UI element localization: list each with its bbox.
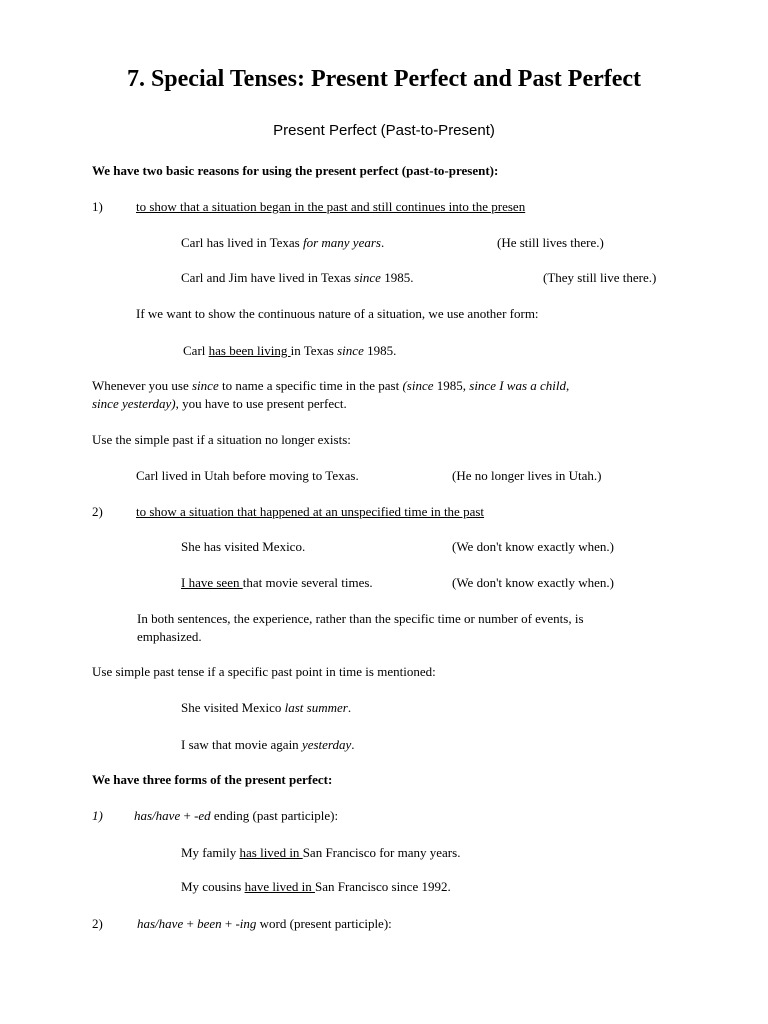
reason1-text: to show that a situation began in the past and still continues into the presen — [136, 199, 526, 214]
form2-b: + — [183, 916, 198, 931]
example-1-c: . — [380, 235, 385, 250]
both-note-line2: emphasized. — [137, 629, 202, 644]
example-6-a: I have seen — [181, 575, 243, 590]
example-2-note: (They still live there.) — [543, 270, 657, 285]
example-5: She has visited Mexico. — [181, 539, 306, 554]
example-3-b: has been living — [208, 343, 291, 358]
since-rule-line1 — [92, 377, 569, 394]
form1-b: + — [180, 808, 195, 823]
example-3-c: in Texas — [290, 343, 338, 358]
continuous-note: If we want to show the continuous nature of a situation, we use another form: — [136, 306, 539, 321]
since-rule-l2a: since yesterday) — [92, 396, 176, 411]
example-8 — [181, 736, 355, 753]
example-6-note: (We don't know exactly when.) — [452, 575, 614, 590]
since-rule-l1c: to name a specific time in the past — [218, 378, 403, 393]
example-2 — [181, 269, 413, 286]
example-1-a: Carl has lived in Texas — [181, 235, 303, 250]
example-7-b: last summer — [284, 700, 348, 715]
reason2-text: to show a situation that happened at an unspecified time in the past — [136, 504, 485, 519]
example-8-a: I saw that movie again — [181, 737, 302, 752]
example-7-a: She visited Mexico — [181, 700, 285, 715]
both-note-line1: In both sentences, the experience, rather than the specific time or number of events, is — [137, 611, 584, 626]
example-2-c: 1985. — [380, 270, 414, 285]
form2-number: 2) — [92, 916, 103, 931]
specific-note: Use simple past tense if a specific past point in time is mentioned: — [92, 664, 436, 679]
since-rule-l1f: since I was a child — [469, 378, 567, 393]
example-1 — [181, 234, 384, 251]
simple-past-note: Use the simple past if a situation no longer exists: — [92, 432, 351, 447]
form2-f: word (present participle): — [256, 916, 392, 931]
example-9-b: has lived in — [239, 845, 303, 860]
form1-a: has/have — [134, 808, 181, 823]
example-7 — [181, 699, 351, 716]
since-rule-l1a: Whenever you use — [92, 378, 192, 393]
example-2-a: Carl and Jim have lived in Texas — [181, 270, 355, 285]
example-8-c: . — [351, 737, 355, 752]
example-6 — [181, 574, 373, 591]
example-4: Carl lived in Utah before moving to Texas. — [136, 468, 359, 483]
reason2-number: 2) — [92, 504, 103, 519]
example-1-note: (He still lives there.) — [497, 235, 604, 250]
example-6-b: that movie several times. — [242, 575, 373, 590]
example-3-a: Carl — [183, 343, 209, 358]
example-10-b: have lived in — [244, 879, 315, 894]
example-3 — [183, 342, 396, 359]
form1-c: -ed — [194, 808, 211, 823]
since-rule-l2b: , you have to use present perfect. — [175, 396, 347, 411]
form2-text — [137, 915, 392, 932]
example-3-e: 1985. — [363, 343, 397, 358]
reason1-number: 1) — [92, 199, 103, 214]
example-9 — [181, 844, 460, 861]
form1-text — [134, 807, 338, 824]
form2-c: been — [197, 916, 222, 931]
example-10-c: San Francisco since 1992. — [314, 879, 451, 894]
page-title: 7. Special Tenses: Present Perfect and Past Perfect — [126, 66, 642, 92]
section-subtitle: Present Perfect (Past-to-Present) — [273, 122, 495, 139]
since-rule-l1d: (since — [402, 378, 434, 393]
form2-e: -ing — [235, 916, 257, 931]
since-rule-l1e: 1985, — [433, 378, 470, 393]
forms-heading: We have three forms of the present perfect: — [92, 772, 333, 787]
form1-number: 1) — [92, 808, 103, 823]
form2-d: + — [221, 916, 236, 931]
example-8-b: yesterday — [301, 737, 352, 752]
example-10-a: My cousins — [181, 879, 245, 894]
example-7-c: . — [347, 700, 352, 715]
example-2-b: since — [354, 270, 381, 285]
example-5-note: (We don't know exactly when.) — [452, 539, 614, 554]
example-10 — [181, 878, 451, 895]
example-9-a: My family — [181, 845, 240, 860]
example-9-c: San Francisco for many years. — [302, 845, 461, 860]
since-rule-line2 — [92, 395, 347, 412]
example-3-d: since — [337, 343, 364, 358]
form2-a: has/have — [137, 916, 184, 931]
example-1-b: for many years — [302, 235, 381, 250]
since-rule-l1g: , — [566, 378, 570, 393]
form1-d: ending (past participle): — [210, 808, 339, 823]
example-4-note: (He no longer lives in Utah.) — [452, 468, 602, 483]
since-rule-l1b: since — [192, 378, 219, 393]
intro-text: We have two basic reasons for using the present perfect (past-to-present): — [92, 163, 499, 178]
